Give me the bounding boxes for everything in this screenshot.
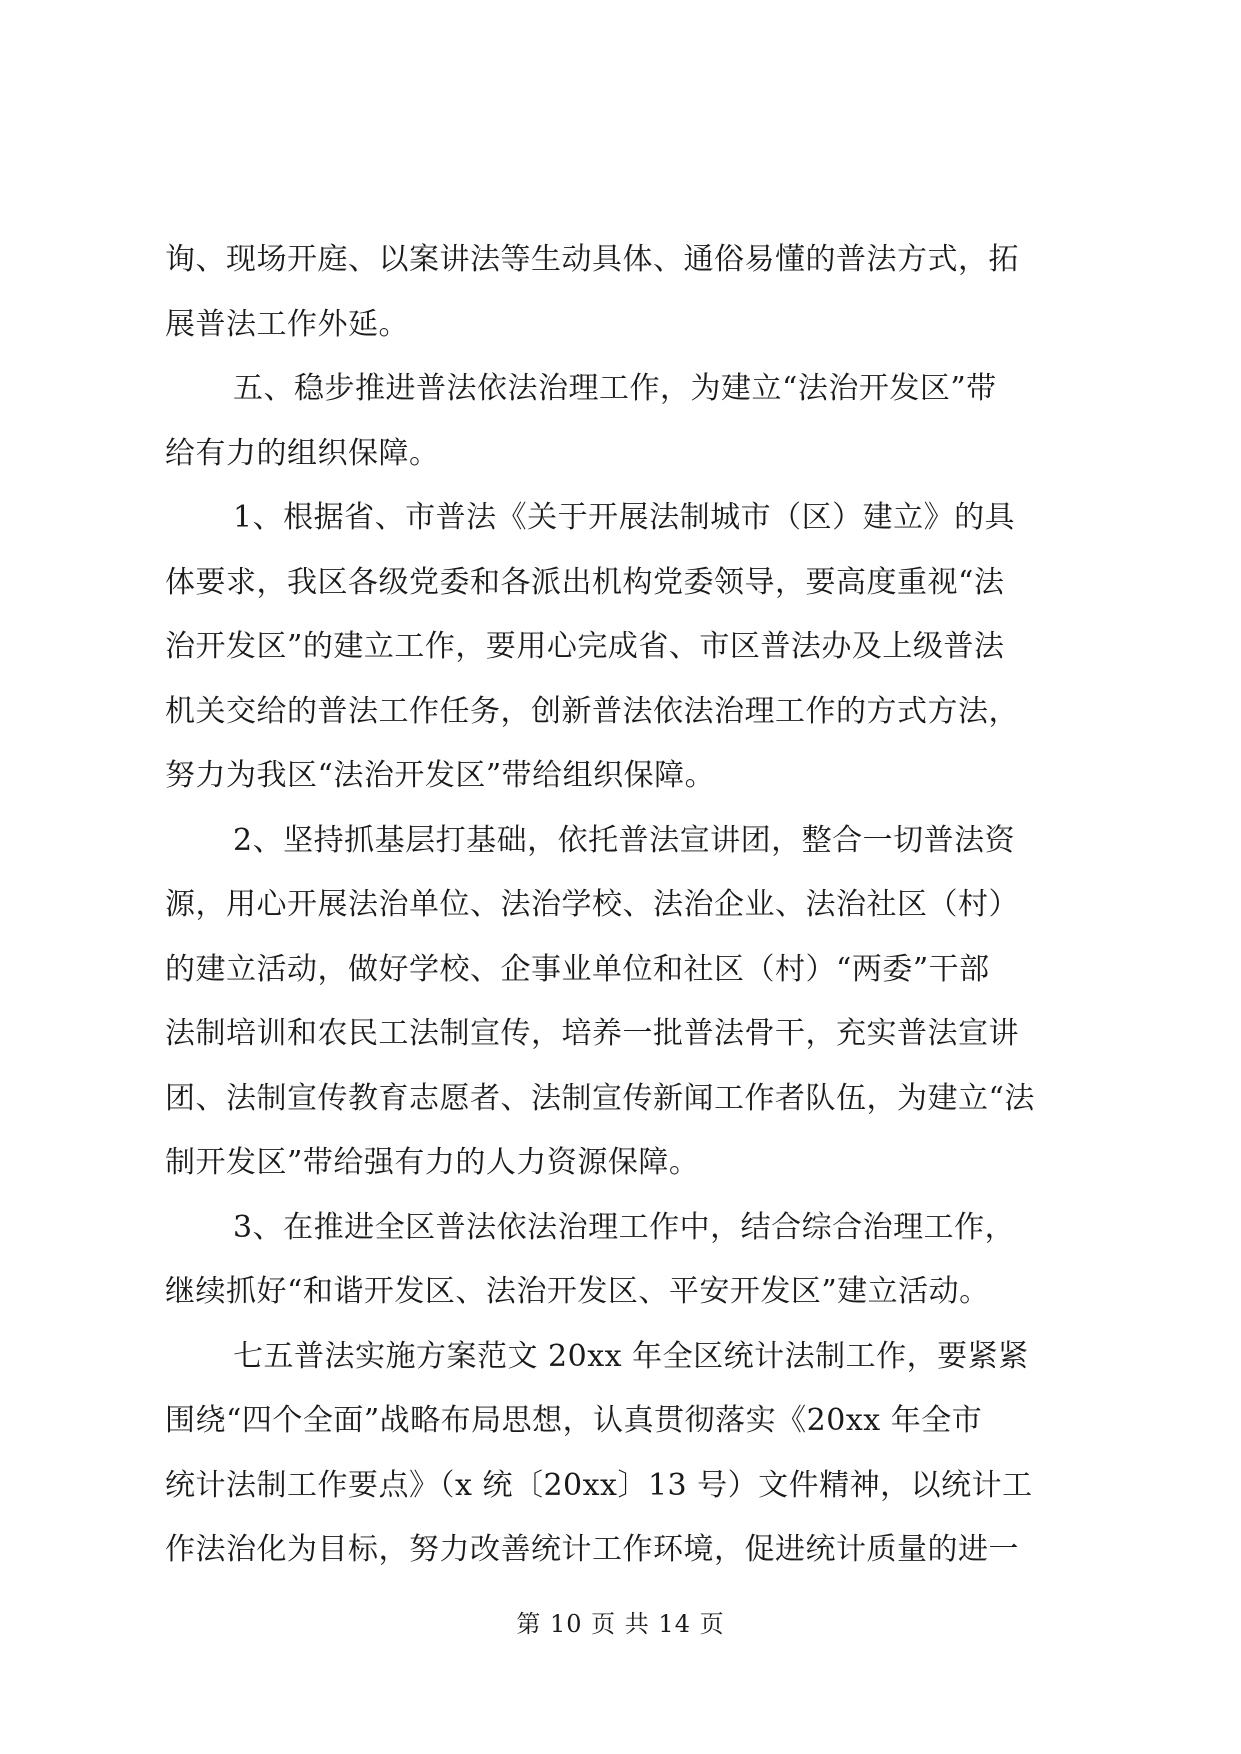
text-line: 七五普法实施方案范文 20xx 年全区统计法制工作，要紧紧 — [233, 1338, 1029, 1374]
page-number-footer: 第 10 页 共 14 页 — [516, 1610, 725, 1638]
text-line: 1、根据省、市普法《关于开展法制城市（区）建立》的具 — [233, 500, 1016, 535]
text-line: 治开发区”的建立工作，要用心完成省、市区普法办及上级普法 — [165, 629, 1005, 664]
text-line: 3、在推进全区普法依法治理工作中，结合综合治理工作， — [233, 1209, 1016, 1245]
text-line: 团、法制宣传教育志愿者、法制宣传新闻工作者队伍，为建立“法 — [165, 1080, 1035, 1116]
text-line: 展普法工作外延。 — [165, 306, 409, 342]
text-line: 2、坚持抓基层打基础，依托普法宣讲团，整合一切普法资 — [233, 822, 1016, 858]
text-line: 源，用心开展法治单位、法治学校、法治企业、法治社区（村） — [165, 887, 1019, 922]
text-line: 体要求，我区各级党委和各派出机构党委领导，要高度重视“法 — [165, 564, 1005, 600]
document-body — [165, 228, 1081, 1583]
text-line: 机关交给的普法工作任务，创新普法依法治理工作的方式方法， — [165, 693, 1019, 729]
text-line: 统计法制工作要点》（x 统〔20xx〕13 号）文件精神，以统计工 — [165, 1467, 1033, 1503]
text-line: 努力为我区“法治开发区”带给组织保障。 — [165, 758, 716, 793]
text-line: 继续抓好“和谐开发区、法治开发区、平安开发区”建立活动。 — [165, 1274, 990, 1309]
text-line: 制开发区”带给强有力的人力资源保障。 — [165, 1145, 700, 1180]
text-line: 询、现场开庭、以案讲法等生动具体、通俗易懂的普法方式，拓 — [165, 242, 1019, 277]
text-line: 五、稳步推进普法依法治理工作，为建立“法治开发区”带 — [233, 371, 997, 406]
text-line: 法制培训和农民工法制宣传，培养一批普法骨干，充实普法宣讲 — [165, 1016, 1019, 1051]
text-line: 的建立活动，做好学校、企事业单位和社区（村）“两委”干部 — [165, 951, 990, 987]
text-line: 围绕“四个全面”战略布局思想，认真贯彻落实《20xx 年全市 — [165, 1403, 983, 1438]
text-line: 作法治化为目标，努力改善统计工作环境，促进统计质量的进一 — [165, 1532, 1019, 1567]
text-line: 给有力的组织保障。 — [165, 435, 440, 471]
